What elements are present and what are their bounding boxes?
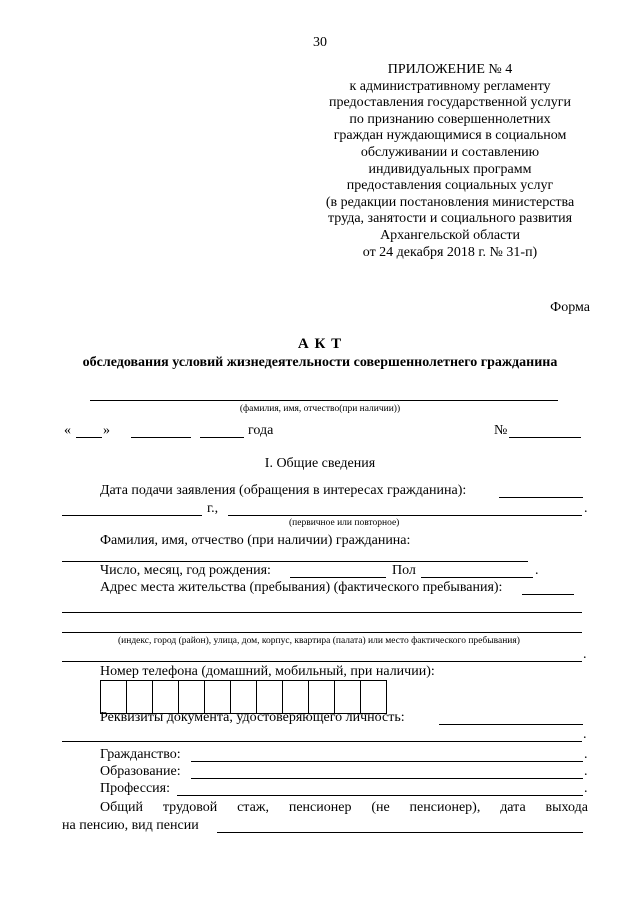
phone-digit-cell[interactable] (230, 680, 256, 714)
work-word: пенсионер), (409, 800, 481, 815)
primary-line[interactable] (228, 515, 582, 516)
application-date-line-2[interactable] (62, 515, 202, 516)
fio-line[interactable] (90, 400, 558, 401)
work-word: (не (371, 800, 390, 815)
address-caption: (индекс, город (район), улица, дом, корпус, квартира (палата) или место фактического пребывания) (118, 636, 520, 646)
pension-label: на пенсию, вид пенсии (62, 818, 199, 833)
appendix-line: предоставления социальных услуг (346, 178, 554, 194)
section-title: I. Общие сведения (264, 456, 376, 471)
phone-digit-cell[interactable] (360, 680, 387, 714)
citizen-fio-label: Фамилия, имя, отчество (при наличии) гражданина: (100, 533, 411, 548)
act-subtitle: обследования условий жизнедеятельности совершеннолетнего гражданина (82, 355, 558, 370)
act-title: А К Т (297, 336, 343, 352)
dot: . (535, 563, 539, 578)
work-word: дата (500, 800, 526, 815)
phone-digit-cell[interactable] (282, 680, 308, 714)
month-line[interactable] (131, 437, 191, 438)
phone-digit-cell[interactable] (308, 680, 334, 714)
year-line[interactable] (200, 437, 244, 438)
year-word: года (248, 423, 274, 438)
appendix-line: труда, занятости и социального развития (327, 211, 573, 227)
citizenship-label: Гражданство: (100, 747, 181, 762)
application-date-line[interactable] (499, 497, 583, 498)
quote-close: » (103, 423, 110, 438)
dot: . (583, 727, 587, 742)
address-line-4[interactable] (62, 661, 582, 662)
number-sign: № (494, 423, 508, 438)
education-label: Образование: (100, 764, 181, 779)
address-line-1[interactable] (522, 594, 574, 595)
id-document-line[interactable] (439, 724, 583, 725)
citizenship-line[interactable] (191, 761, 583, 762)
work-word: пенсионер (288, 800, 352, 815)
primary-caption: (первичное или повторное) (289, 518, 400, 528)
page-number: 30 (313, 35, 327, 50)
dot: . (584, 764, 588, 779)
birth-date-label: Число, месяц, год рождения: (100, 563, 271, 578)
appendix-line: индивидуальных программ (368, 161, 532, 177)
address-label: Адрес места жительства (пребывания) (фактического пребывания): (100, 580, 503, 595)
quote-open: « (64, 423, 71, 438)
work-word: стаж, (237, 800, 269, 815)
appendix-line: (в редакции постановления министерства (325, 194, 575, 210)
appendix-line: от 24 декабря 2018 г. № 31-п) (362, 244, 538, 260)
phone-digit-cell[interactable] (126, 680, 152, 714)
address-line-3[interactable] (62, 632, 582, 633)
work-word: Общий (100, 800, 143, 815)
appendix-block (290, 62, 610, 261)
phone-digit-cell[interactable] (100, 680, 126, 714)
year-abbr: г., (207, 501, 219, 516)
pension-line[interactable] (217, 832, 583, 833)
sex-line[interactable] (421, 577, 533, 578)
phone-label: Номер телефона (домашний, мобильный, при наличии): (100, 664, 435, 679)
act-number-line[interactable] (509, 437, 581, 438)
profession-line[interactable] (177, 795, 583, 796)
phone-digit-cell[interactable] (256, 680, 282, 714)
work-experience-label (100, 800, 588, 816)
day-line[interactable] (76, 437, 102, 438)
appendix-line: ПРИЛОЖЕНИЕ № 4 (387, 62, 513, 77)
phone-digit-cell[interactable] (334, 680, 360, 714)
form-label: Форма (550, 300, 590, 315)
education-line[interactable] (191, 778, 583, 779)
citizen-fio-line[interactable] (62, 561, 528, 562)
dot: . (584, 747, 588, 762)
phone-digit-cell[interactable] (204, 680, 230, 714)
appendix-line: Архангельской области (380, 227, 520, 243)
sex-label: Пол (392, 563, 416, 578)
birth-date-line[interactable] (290, 577, 386, 578)
appendix-line: предоставления государственной услуги (329, 95, 571, 111)
dot: . (584, 501, 588, 516)
work-word: выхода (545, 800, 588, 815)
phone-digit-cells[interactable] (100, 680, 387, 714)
appendix-line: к административному регламенту (349, 78, 551, 94)
appendix-line: граждан нуждающимися в социальном (333, 128, 567, 144)
dot: . (583, 647, 587, 662)
work-word: трудовой (162, 800, 218, 815)
application-date-label: Дата подачи заявления (обращения в интересах гражданина): (100, 483, 467, 498)
fio-caption: (фамилия, имя, отчество(при наличии)) (239, 404, 401, 414)
appendix-line: обслуживании и составлению (360, 144, 540, 160)
id-document-line-2[interactable] (62, 741, 582, 742)
phone-digit-cell[interactable] (178, 680, 204, 714)
appendix-line: по признанию совершеннолетних (349, 111, 551, 127)
profession-label: Профессия: (100, 781, 170, 796)
phone-digit-cell[interactable] (152, 680, 178, 714)
dot: . (584, 781, 588, 796)
id-document-label: Реквизиты документа, удостоверяющего личность: (100, 710, 405, 725)
address-line-2[interactable] (62, 612, 582, 613)
